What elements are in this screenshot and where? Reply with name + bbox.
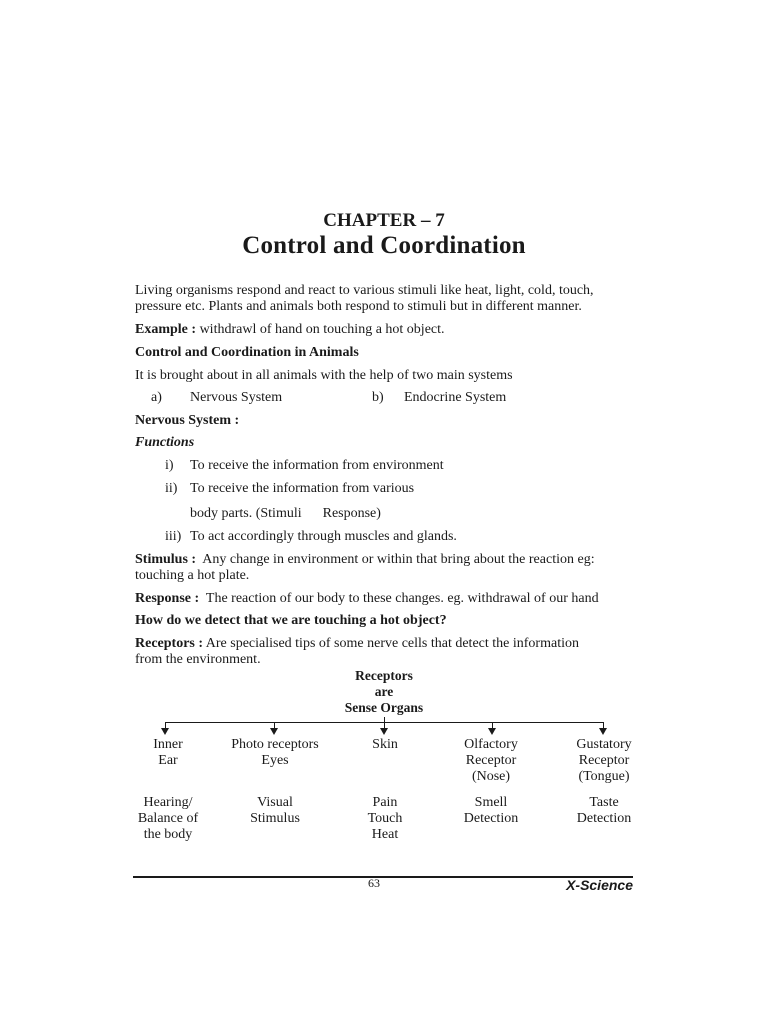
branch-1-arrow [161, 728, 169, 735]
function-text: Smell [474, 795, 508, 810]
function-text: Balance of [137, 811, 199, 826]
function-text: Hearing/ [143, 795, 193, 810]
organ-text: (Tongue) [578, 769, 630, 784]
systems-intro: It is brought about in all animals with the help of two main systems [135, 368, 513, 383]
diagram-head-line-2: are [374, 684, 394, 699]
branch-4-arrow [488, 728, 496, 735]
intro-line-2: pressure etc. Plants and animals both respond to stimuli but in different manner. [135, 299, 582, 314]
diagram-head-line-1: Receptors [355, 668, 413, 683]
branch-3-arrow [380, 728, 388, 735]
organ-text: Skin [372, 737, 398, 752]
organ-inner-ear [113, 737, 223, 769]
receptors-label: Receptors : [135, 636, 204, 651]
function-2-continued: body parts. (Stimuli Response) [190, 506, 381, 521]
function-taste [549, 795, 659, 827]
function-text: Touch [367, 811, 403, 826]
organ-tongue [549, 737, 659, 785]
example-line [135, 322, 445, 338]
organ-text: Gustatory [576, 737, 632, 752]
function-text: Taste [589, 795, 619, 810]
receptors-line-2: from the environment. [135, 652, 261, 667]
system-b-marker: b) [372, 390, 384, 405]
system-a-label: Nervous System [190, 390, 283, 405]
function-text: Pain [372, 795, 398, 810]
chapter-number: CHAPTER – 7 [323, 210, 445, 231]
function-text: Detection [463, 811, 519, 826]
function-1-text: To receive the information from environment [190, 458, 444, 473]
organ-text: Inner [153, 737, 183, 752]
function-text: Heat [371, 827, 399, 842]
stimulus-line-2: touching a hot plate. [135, 568, 250, 583]
receptors-text: Are specialised tips of some nerve cells that detect the information [203, 636, 579, 651]
function-text: Stimulus [250, 811, 300, 826]
system-b-label: Endocrine System [404, 390, 507, 405]
organ-eyes [215, 737, 335, 769]
branch-5-arrow [599, 728, 607, 735]
organ-text: Receptor [465, 753, 517, 768]
function-text: Detection [576, 811, 632, 826]
intro-line-1: Living organisms respond and react to various stimuli like heat, light, cold, touch, [135, 283, 594, 298]
function-1-marker: i) [165, 458, 174, 473]
function-hearing [113, 795, 223, 843]
organ-text: Olfactory [464, 737, 518, 752]
book-title: X-Science [566, 877, 633, 893]
function-pain-touch-heat [330, 795, 440, 843]
stimulus-line-1 [135, 552, 595, 568]
response-label: Response : [135, 591, 200, 606]
system-a-marker: a) [151, 390, 162, 405]
receptors-line-1 [135, 636, 579, 652]
page-number: 63 [368, 876, 380, 890]
organ-text: Receptor [578, 753, 630, 768]
stimulus-text: Any change in environment or within that bring about the reaction eg: [196, 552, 595, 567]
functions-heading: Functions [135, 435, 195, 450]
function-visual [220, 795, 330, 827]
nervous-system-heading: Nervous System : [135, 413, 240, 428]
branch-2-arrow [270, 728, 278, 735]
stimulus-label: Stimulus : [135, 552, 197, 567]
function-2-text: To receive the information from various [190, 481, 415, 496]
example-label: Example : [135, 322, 197, 337]
organ-text: Eyes [261, 753, 289, 768]
organ-text: Ear [158, 753, 178, 768]
example-text: withdrawl of hand on touching a hot object. [196, 322, 445, 337]
animals-heading: Control and Coordination in Animals [135, 345, 359, 360]
function-text: Visual [257, 795, 293, 810]
organ-text: (Nose) [471, 769, 511, 784]
function-2-marker: ii) [165, 481, 178, 496]
question-heading: How do we detect that we are touching a hot object? [135, 613, 447, 628]
organ-text: Photo receptors [231, 737, 319, 752]
function-3-text: To act accordingly through muscles and glands. [190, 529, 457, 544]
diagram-head-line-3: Sense Organs [344, 700, 424, 715]
chapter-title: Control and Coordination [242, 232, 526, 259]
response-line [135, 591, 599, 607]
function-3-marker: iii) [165, 529, 182, 544]
response-text: The reaction of our body to these changes. eg. withdrawal of our hand [199, 591, 599, 606]
function-smell [436, 795, 546, 827]
function-text: the body [143, 827, 193, 842]
organ-skin [330, 737, 440, 753]
organ-nose [436, 737, 546, 785]
